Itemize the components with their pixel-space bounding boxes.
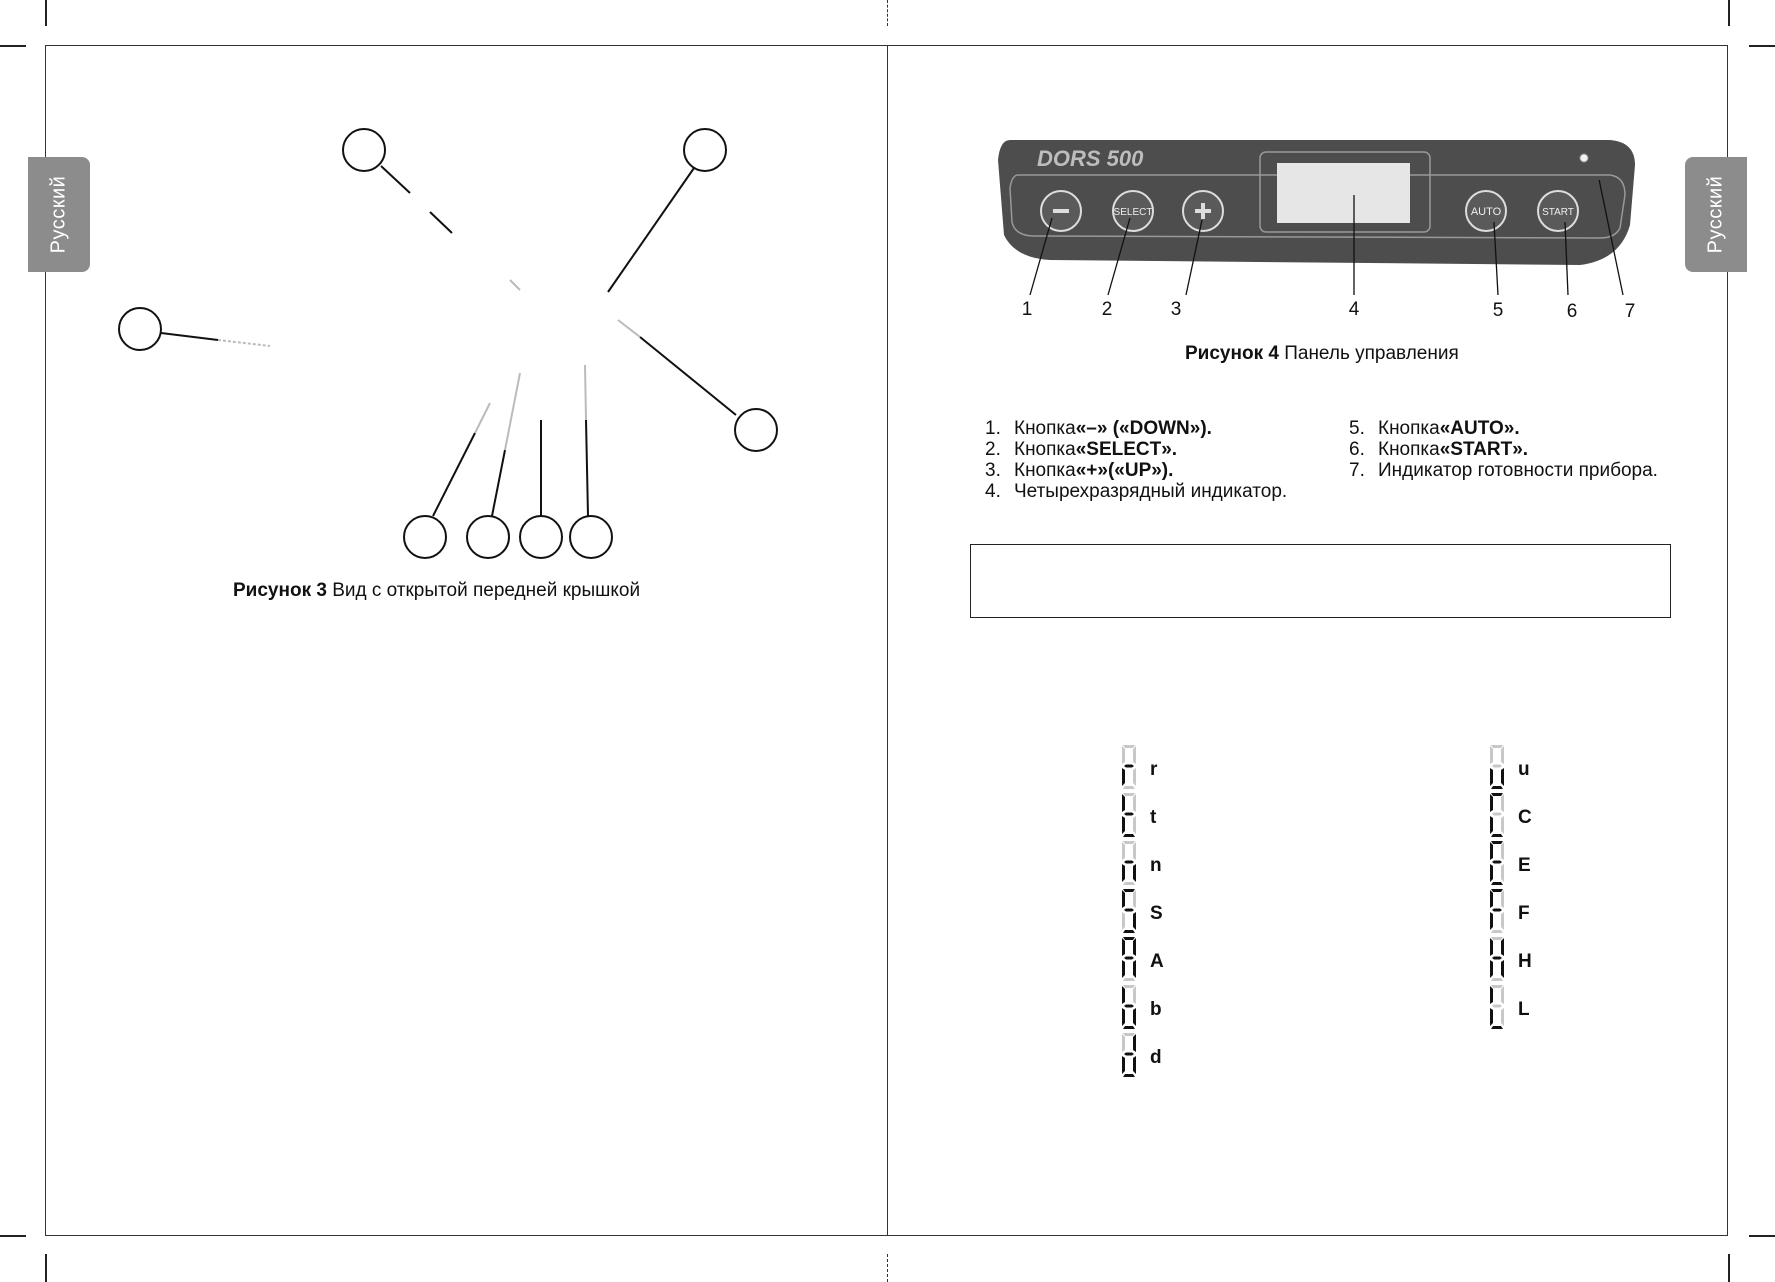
crop-mark	[45, 1254, 47, 1282]
callout-number: 7	[1624, 301, 1636, 322]
list-number: 2.	[985, 439, 1001, 460]
segment-legend-item	[1118, 743, 1157, 796]
segment-legend-item	[1118, 983, 1162, 1036]
seven-segment-glyph-icon	[1486, 839, 1508, 892]
list-text: Кнопка	[1014, 460, 1076, 481]
callout-circle	[467, 516, 509, 558]
callout-circle	[119, 308, 161, 350]
figure4-caption-bold: Рисунок 4	[1185, 343, 1279, 364]
crop-mark	[1749, 1235, 1775, 1237]
segment-legend-label: S	[1150, 902, 1163, 924]
list-item	[985, 460, 1287, 481]
segment-legend-label: C	[1518, 806, 1532, 828]
seven-segment-glyph-icon	[1118, 887, 1140, 940]
callout-number: 6	[1566, 301, 1578, 322]
callout-circle	[404, 516, 446, 558]
segment-legend-item	[1486, 791, 1532, 844]
segment-legend-label: t	[1150, 806, 1157, 828]
list-number: 1.	[985, 418, 1001, 439]
segment-legend-item	[1486, 983, 1530, 1036]
list-text: Кнопка	[1378, 418, 1440, 439]
callout-circle	[520, 516, 562, 558]
crop-mark	[1749, 45, 1775, 47]
panel-legend-list-right	[1349, 418, 1658, 481]
seven-segment-glyph-icon	[1118, 839, 1140, 892]
svg-text:SELECT: SELECT	[1113, 207, 1153, 218]
figure3-caption-bold: Рисунок 3	[233, 580, 327, 601]
callout-circle	[684, 129, 726, 171]
list-item	[1349, 460, 1658, 481]
callout-circle	[570, 516, 612, 558]
segment-legend-item	[1486, 743, 1530, 796]
segment-legend-item	[1486, 887, 1530, 940]
list-text: Кнопка	[1014, 439, 1076, 460]
segment-legend-label: A	[1150, 950, 1164, 972]
list-item	[1349, 439, 1658, 460]
crop-mark	[45, 0, 47, 26]
figure4-caption	[1185, 343, 1459, 365]
callout-number: 1	[1021, 299, 1033, 320]
seven-segment-glyph-icon	[1486, 887, 1508, 940]
seven-segment-glyph-icon	[1486, 791, 1508, 844]
seven-segment-glyph-icon	[1486, 935, 1508, 988]
segment-legend-item	[1118, 1031, 1162, 1084]
segment-legend-label: H	[1518, 950, 1532, 972]
list-text: Индикатор готовности прибора.	[1378, 460, 1658, 481]
seven-segment-glyph-icon	[1118, 1031, 1140, 1084]
note-box	[970, 544, 1671, 618]
callout-circle	[735, 409, 777, 451]
seven-segment-glyph-icon	[1486, 983, 1508, 1036]
crop-mark	[0, 45, 26, 47]
callout-circle	[343, 129, 385, 171]
list-item	[985, 418, 1287, 439]
list-number: 7.	[1349, 460, 1365, 481]
fold-mark	[887, 0, 888, 26]
list-text: Кнопка	[1014, 418, 1076, 439]
list-text: Четырехразрядный индикатор.	[1014, 481, 1288, 502]
list-number: 3.	[985, 460, 1001, 481]
panel-brand-logo	[1037, 146, 1144, 171]
seven-segment-glyph-icon	[1118, 791, 1140, 844]
callout-number: 5	[1492, 300, 1504, 321]
segment-legend-label: L	[1518, 998, 1530, 1020]
fold-mark	[887, 1254, 888, 1282]
language-tab-label: Русский	[1704, 175, 1727, 254]
list-bold: «–» («DOWN»).	[1075, 418, 1212, 439]
figure3-caption	[233, 580, 640, 602]
figure3-caption-text: Вид с открытой передней крышкой	[326, 580, 641, 601]
segment-legend-item	[1118, 935, 1164, 988]
seven-segment-glyph-icon	[1118, 743, 1140, 796]
segment-legend-label: F	[1518, 902, 1530, 924]
crop-mark	[1728, 1254, 1730, 1282]
language-tab-label: Русский	[47, 175, 70, 254]
list-item	[985, 481, 1287, 502]
seven-segment-glyph-icon	[1118, 935, 1140, 988]
callout-number: 4	[1348, 299, 1360, 320]
segment-legend-item	[1118, 839, 1162, 892]
seven-segment-glyph-icon	[1118, 983, 1140, 1036]
svg-text:START: START	[1542, 207, 1574, 218]
segment-legend-label: r	[1150, 758, 1158, 780]
list-item	[1349, 418, 1658, 439]
svg-text:DORS 500: DORS 500	[1037, 146, 1144, 171]
svg-text:AUTO: AUTO	[1470, 206, 1502, 218]
callout-number: 2	[1101, 299, 1113, 320]
list-bold: «SELECT».	[1075, 439, 1178, 460]
figure4-caption-text: Панель управления	[1278, 343, 1459, 364]
list-number: 4.	[985, 481, 1001, 502]
segment-legend-item	[1118, 887, 1163, 940]
list-bold: «+»(«UP»).	[1075, 460, 1174, 481]
segment-legend-label: b	[1150, 998, 1162, 1020]
seven-segment-glyph-icon	[1486, 743, 1508, 796]
segment-legend-item	[1486, 839, 1531, 892]
list-bold: «AUTO».	[1439, 418, 1520, 439]
list-text: Кнопка	[1378, 439, 1440, 460]
list-item	[985, 439, 1287, 460]
callout-number: 3	[1170, 299, 1182, 320]
list-number: 5.	[1349, 418, 1365, 439]
figure3-diagram	[100, 120, 800, 570]
language-tab-right	[1685, 157, 1747, 272]
crop-mark	[0, 1235, 26, 1237]
segment-legend-label: E	[1518, 854, 1531, 876]
panel-callout-lines	[990, 180, 1640, 300]
segment-legend-item	[1118, 791, 1156, 844]
page-spine	[887, 45, 888, 1236]
segment-legend-label: u	[1518, 758, 1530, 780]
list-bold: «START».	[1439, 439, 1529, 460]
segment-legend-label: n	[1150, 854, 1162, 876]
list-number: 6.	[1349, 439, 1365, 460]
crop-mark	[1728, 0, 1730, 26]
segment-legend-label: d	[1150, 1046, 1162, 1068]
segment-legend-item	[1486, 935, 1532, 988]
ready-indicator-led	[1580, 154, 1588, 162]
language-tab-left	[28, 157, 90, 272]
panel-legend-list-left	[985, 418, 1287, 502]
